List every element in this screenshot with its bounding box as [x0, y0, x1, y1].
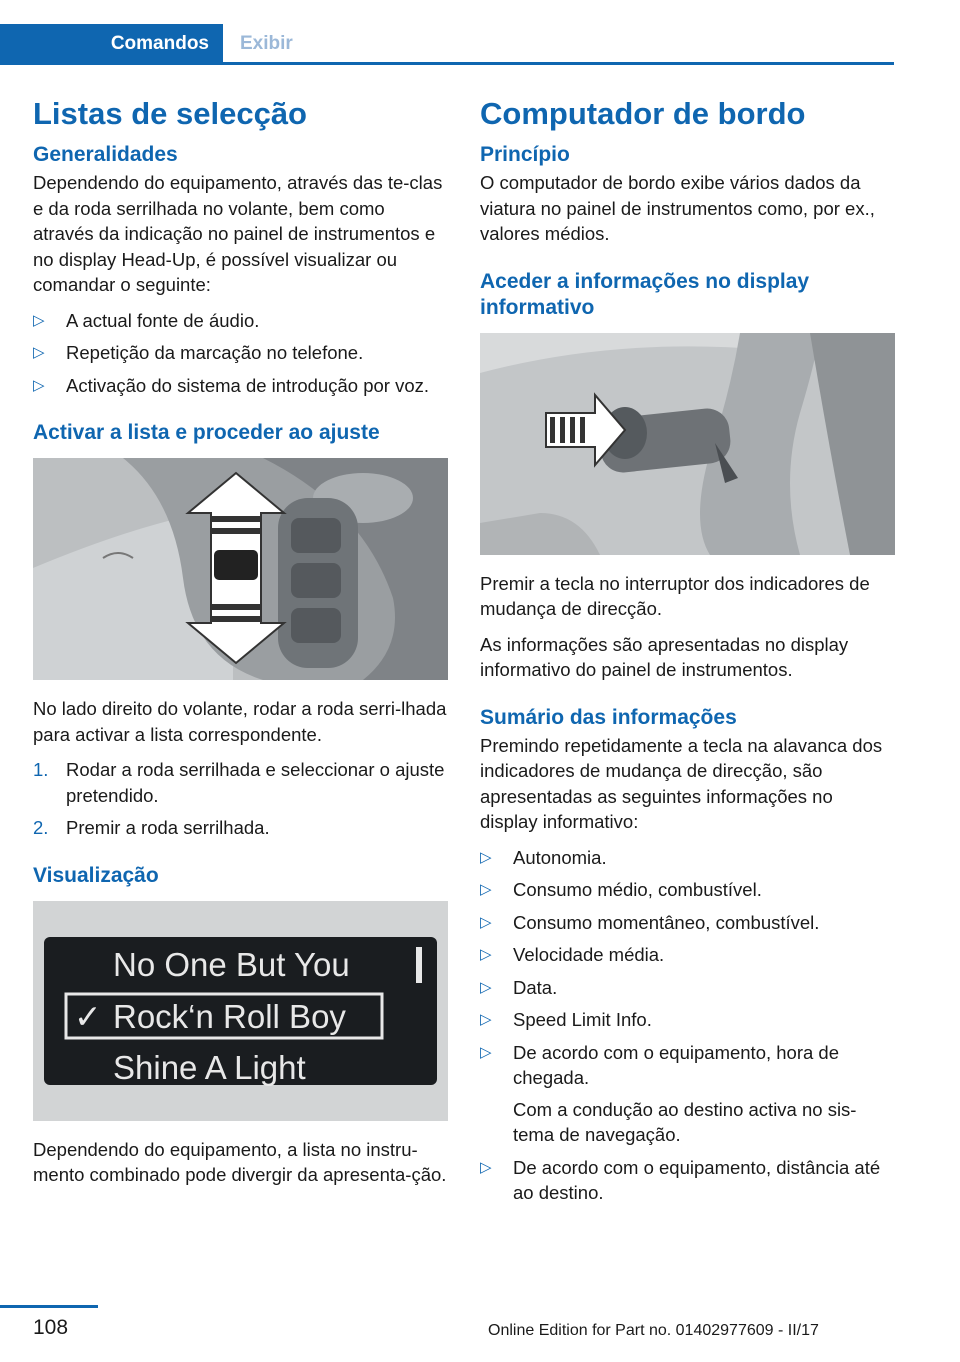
edition-info: Online Edition for Part no. 01402977609 - II/17: [488, 1322, 819, 1339]
tab-exibir[interactable]: Exibir: [240, 33, 293, 54]
header-tabs: [0, 24, 894, 65]
triangle-bullet-icon: ▷: [480, 978, 492, 996]
heading-aceder: Aceder a informações no display informativo: [480, 269, 810, 319]
right-column: [480, 96, 895, 1216]
text-principio: O computador de bordo exibe vários dados da viatura no painel de instrumentos como, por ex., valores médios.: [480, 172, 875, 244]
list-item: ▷ Repetição da marcação no telefone.: [33, 340, 448, 366]
left-column: [33, 96, 448, 1198]
triangle-bullet-icon: ▷: [480, 881, 492, 898]
list-item: ▷ Speed Limit Info.: [480, 1007, 895, 1033]
triangle-bullet-icon: ▷: [480, 1011, 492, 1028]
steps-activar: [33, 757, 448, 841]
triangle-bullet-icon: ▷: [480, 1043, 492, 1061]
list-item: ▷ Consumo médio, combustível.: [480, 877, 895, 903]
steering-wheel-image: [33, 458, 448, 680]
display-item-2: Rock‘n Roll Boy: [113, 997, 346, 1035]
text-sumario: Premindo repetidamente a tecla na alavanca dos indicadores de mudança de direcção, são apresentadas as seguintes informações no display informativo:: [480, 734, 883, 832]
heading-activar: Activar a lista e proceder ao ajuste: [33, 421, 380, 444]
triangle-bullet-icon: ▷: [480, 946, 492, 963]
list-item: ▷ De acordo com o equipamento, distância até ao destino.: [480, 1156, 881, 1203]
list-item: ▷ Consumo momentâneo, combustível.: [480, 910, 895, 936]
display-item-1: No One But You: [113, 945, 350, 983]
text-visualizacao: Dependendo do equipamento, a lista no instru-mento combinado pode divergir da apresenta-ção.: [33, 1138, 447, 1185]
triangle-bullet-icon: ▷: [480, 913, 492, 931]
list-item: ▷ De acordo com o equipamento, hora de chegada. Com a condução ao destino activa no sis-tema de navegação.: [480, 1041, 857, 1145]
triangle-bullet-icon: ▷: [33, 344, 45, 361]
triangle-bullet-icon: ▷: [33, 311, 45, 329]
tab-comandos[interactable]: [0, 24, 223, 62]
list-item: ▷ Autonomia.: [480, 845, 895, 871]
section-title-listas: Listas de selecção: [33, 96, 307, 131]
page-number: 108: [33, 1316, 69, 1339]
check-icon: ✓: [74, 996, 102, 1036]
section-title-computador: Computador de bordo: [480, 96, 806, 131]
text-activar: No lado direito do volante, rodar a roda serri-lhada para activar a lista correspondente.: [33, 698, 447, 745]
text-generalidades: Dependendo do equipamento, através das te-clas e da roda serrilhada no volante, bem como através da indicação no painel de instrumentos e no display Head-Up, é possível visualizar ou comandar o seguinte:: [33, 172, 443, 295]
heading-visualizacao: Visualização: [33, 863, 159, 887]
text-aceder-1: Premir a tecla no interruptor dos indicadores de mudança de direcção.: [480, 572, 870, 619]
display-list-image: [33, 901, 448, 1121]
footer-rule: [0, 1305, 98, 1308]
heading-principio: Princípio: [480, 143, 570, 166]
list-item: ▷ Data.: [480, 975, 895, 1001]
triangle-bullet-icon: ▷: [480, 848, 492, 866]
list-item: ▷ A actual fonte de áudio.: [33, 308, 448, 334]
list-item: ▷ Velocidade média.: [480, 942, 895, 968]
list-item: 2. Premir a roda serrilhada.: [33, 817, 270, 838]
triangle-bullet-icon: ▷: [33, 376, 45, 394]
tab-comandos-label: Comandos: [110, 33, 209, 54]
list-generalidades: [33, 308, 448, 399]
text-aceder-2: As informações são apresentadas no display informativo do painel de instrumentos.: [480, 633, 849, 680]
list-item: ▷ Activação do sistema de introdução por voz.: [33, 373, 448, 399]
list-item: 1. Rodar a roda serrilhada e seleccionar o ajuste pretendido.: [33, 759, 445, 806]
heading-sumario: Sumário das informações: [480, 705, 737, 729]
list-sumario: [480, 845, 895, 1206]
heading-generalidades: Generalidades: [33, 143, 178, 166]
triangle-bullet-icon: ▷: [480, 1158, 492, 1176]
display-item-3: Shine A Light: [113, 1048, 306, 1086]
turn-signal-stalk-image: [480, 333, 895, 555]
